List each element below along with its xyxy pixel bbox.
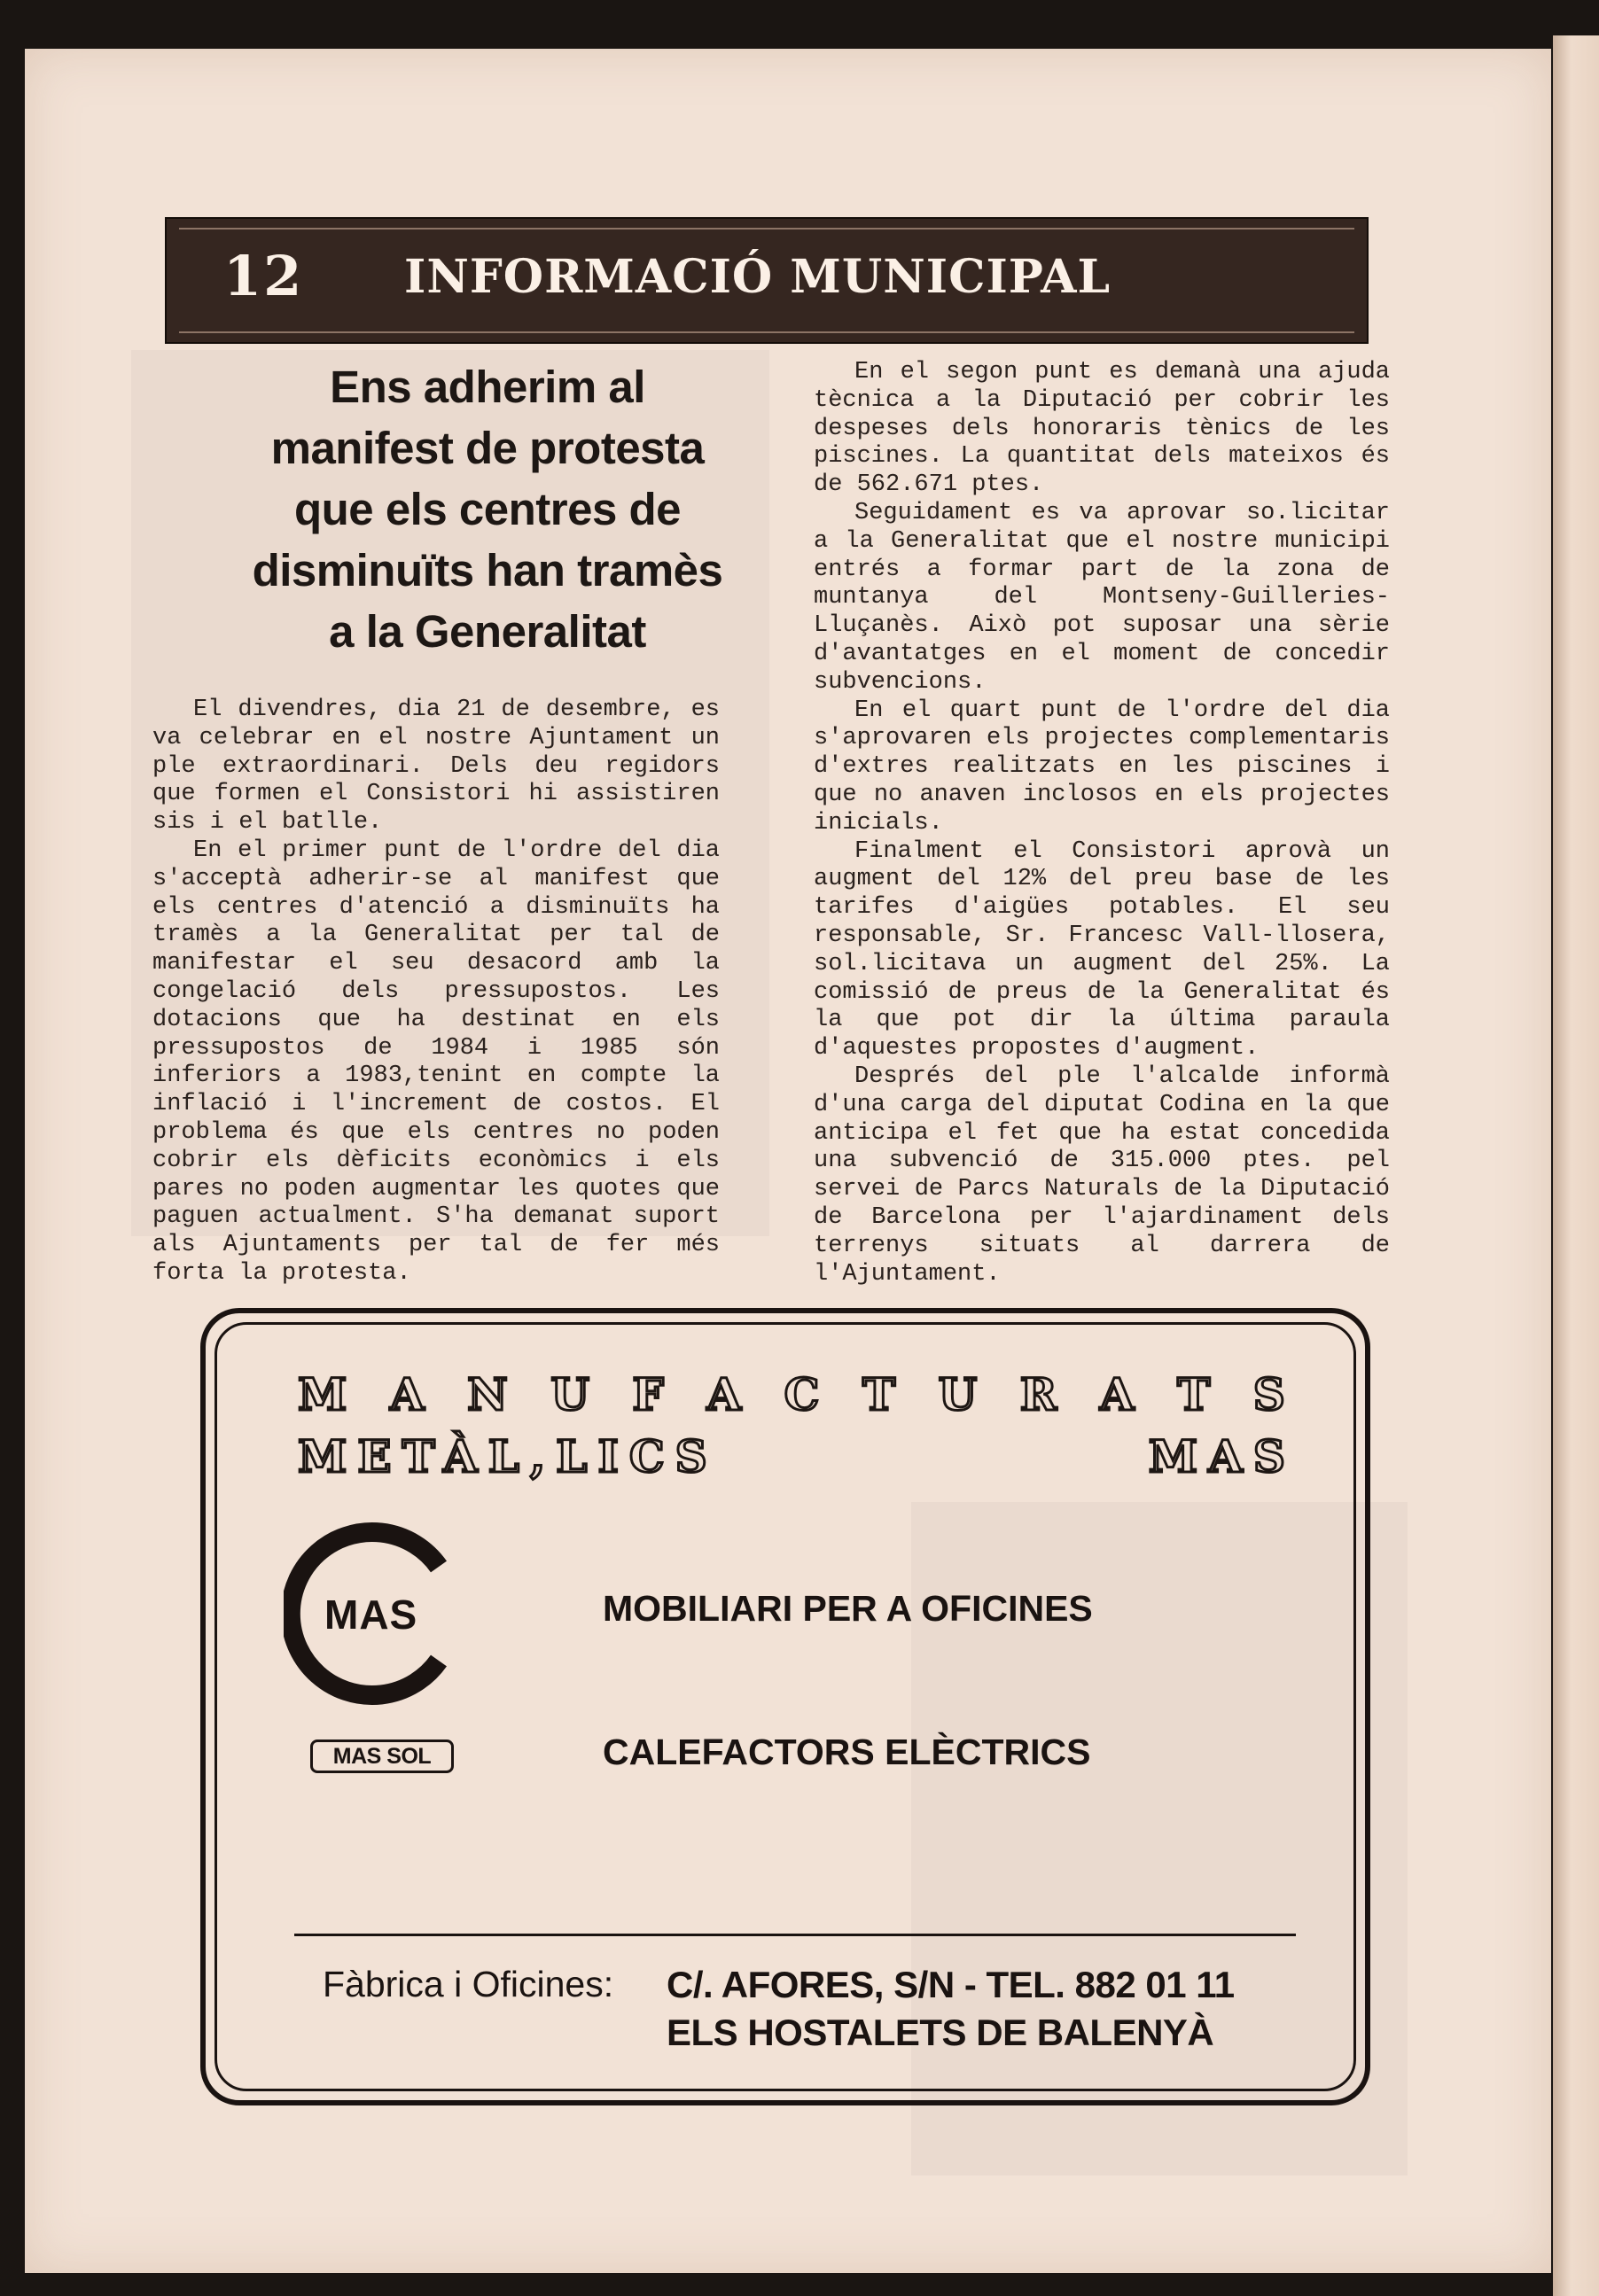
ad-letter: A — [706, 1368, 753, 1420]
product-heaters: CALEFACTORS ELÈCTRICS — [603, 1732, 1091, 1772]
paragraph: Seguidament es va aprovar so.licitar a la Generalitat que el nostre municipi entrés a formar part de la zona de muntanya del Montseny-Guilleries-Lluçanès. Això pot suposar una sèrie d'avantatges en el moment de concedir subvencions. — [814, 499, 1390, 696]
ad-letter: A — [1099, 1368, 1145, 1420]
paragraph: En el primer punt de l'ordre del dia s'acceptà adherir-se al manifest que els centres d'atenció a disminuïts ha tramès a la Generalitat per tal de manifestar el seu desacord amb la congelació dels pressupostos. Les dotacions que ha destinat en els pressupostos de 1984 i 1985 són inferiors a 1983,tenint en compte la inflació i l'increment de costos. El problema és que els centres no poden cobrir els dèficits econòmics i els pares no poden augmentar les quotes que paguen actualment. S'ha demanat suport als Ajuntaments per tal de fer més forta la protesta. — [152, 837, 720, 1287]
paragraph: Després del ple l'alcalde informà d'una carga del diputat Codina en la que anticipa el fet que ha estat concedida una subvenció de 315.000 ptes. pel servei de Parcs Naturals de la Diputació de Barcelona per l'ajardinament dels terrenys situats al darrera de l'Ajuntament. — [814, 1062, 1390, 1288]
ad-letter: U — [938, 1368, 988, 1420]
article-right-column — [814, 359, 1390, 1288]
headline-line: a la Generalitat — [329, 606, 646, 657]
article-headline — [164, 356, 811, 662]
headline-line: disminuïts han tramès — [252, 545, 723, 595]
ad-divider — [294, 1934, 1296, 1936]
address-street: C/. AFORES, S/N - TEL. 882 01 11 — [667, 1964, 1235, 2005]
paragraph: El divendres, dia 21 de desembre, es va celebrar en el nostre Ajuntament un ple extraordinari. Dels deu regidors que formen el Consistori hi assistiren sis i el batlle. — [152, 697, 720, 837]
ad-letter: U — [550, 1368, 600, 1420]
ad-letter: M — [298, 1368, 358, 1420]
ad-word: MAS — [1148, 1430, 1296, 1483]
ad-letter: F — [632, 1368, 675, 1420]
headline-line: manifest de protesta — [270, 423, 705, 473]
ad-company-line-1 — [298, 1368, 1296, 1420]
address-town: ELS HOSTALETS DE BALENYÀ — [667, 2012, 1214, 2053]
advertisement — [200, 1308, 1370, 2105]
ad-letter: A — [389, 1368, 435, 1420]
section-title: INFORMACIÓ MUNICIPAL — [404, 250, 1112, 304]
ad-letter: S — [1252, 1368, 1296, 1420]
paragraph: Finalment el Consistori aprovà un augment del 12% del preu base de les tarifes d'aigües potables. El seu responsable, Sr. Francesc Vall-llosera, sol.licitava un augment del 25%. La comissió de preus de la Generalitat és la que pot dir la última paraula d'aquestes propostes d'augment. — [814, 837, 1390, 1062]
logo-text: MAS — [324, 1592, 418, 1638]
ad-letter: R — [1019, 1368, 1068, 1420]
ad-letter: C — [784, 1368, 831, 1420]
headline-line: Ens adherim al — [330, 362, 645, 412]
paragraph: En el segon punt es demanà una ajuda tècnica a la Diputació per cobrir les despeses dels honoraris tènics de les piscines. La quantitat dels mateixos és de 562.671 ptes. — [814, 359, 1390, 499]
page-edge — [1553, 35, 1599, 2296]
product-furniture: MOBILIARI PER A OFICINES — [603, 1588, 1093, 1629]
mas-sol-badge: MAS SOL — [310, 1740, 454, 1773]
paragraph: En el quart punt de l'ordre del dia s'aprovaren els projectes complementaris d'extres realitzats en les piscines i que no anaven inclosos en els projectes inicials. — [814, 697, 1390, 837]
address-label: Fàbrica i Oficines: — [323, 1964, 614, 2004]
page-number: 12 — [223, 244, 304, 308]
section-header — [165, 217, 1369, 344]
headline-line: que els centres de — [293, 484, 682, 534]
article-left-column — [152, 697, 720, 1288]
ad-letter: T — [862, 1368, 907, 1420]
ad-word: METÀL,LICS — [298, 1430, 718, 1483]
ad-letter: N — [467, 1368, 519, 1420]
ad-company-line-2 — [298, 1430, 1296, 1483]
ad-letter: T — [1177, 1368, 1221, 1420]
